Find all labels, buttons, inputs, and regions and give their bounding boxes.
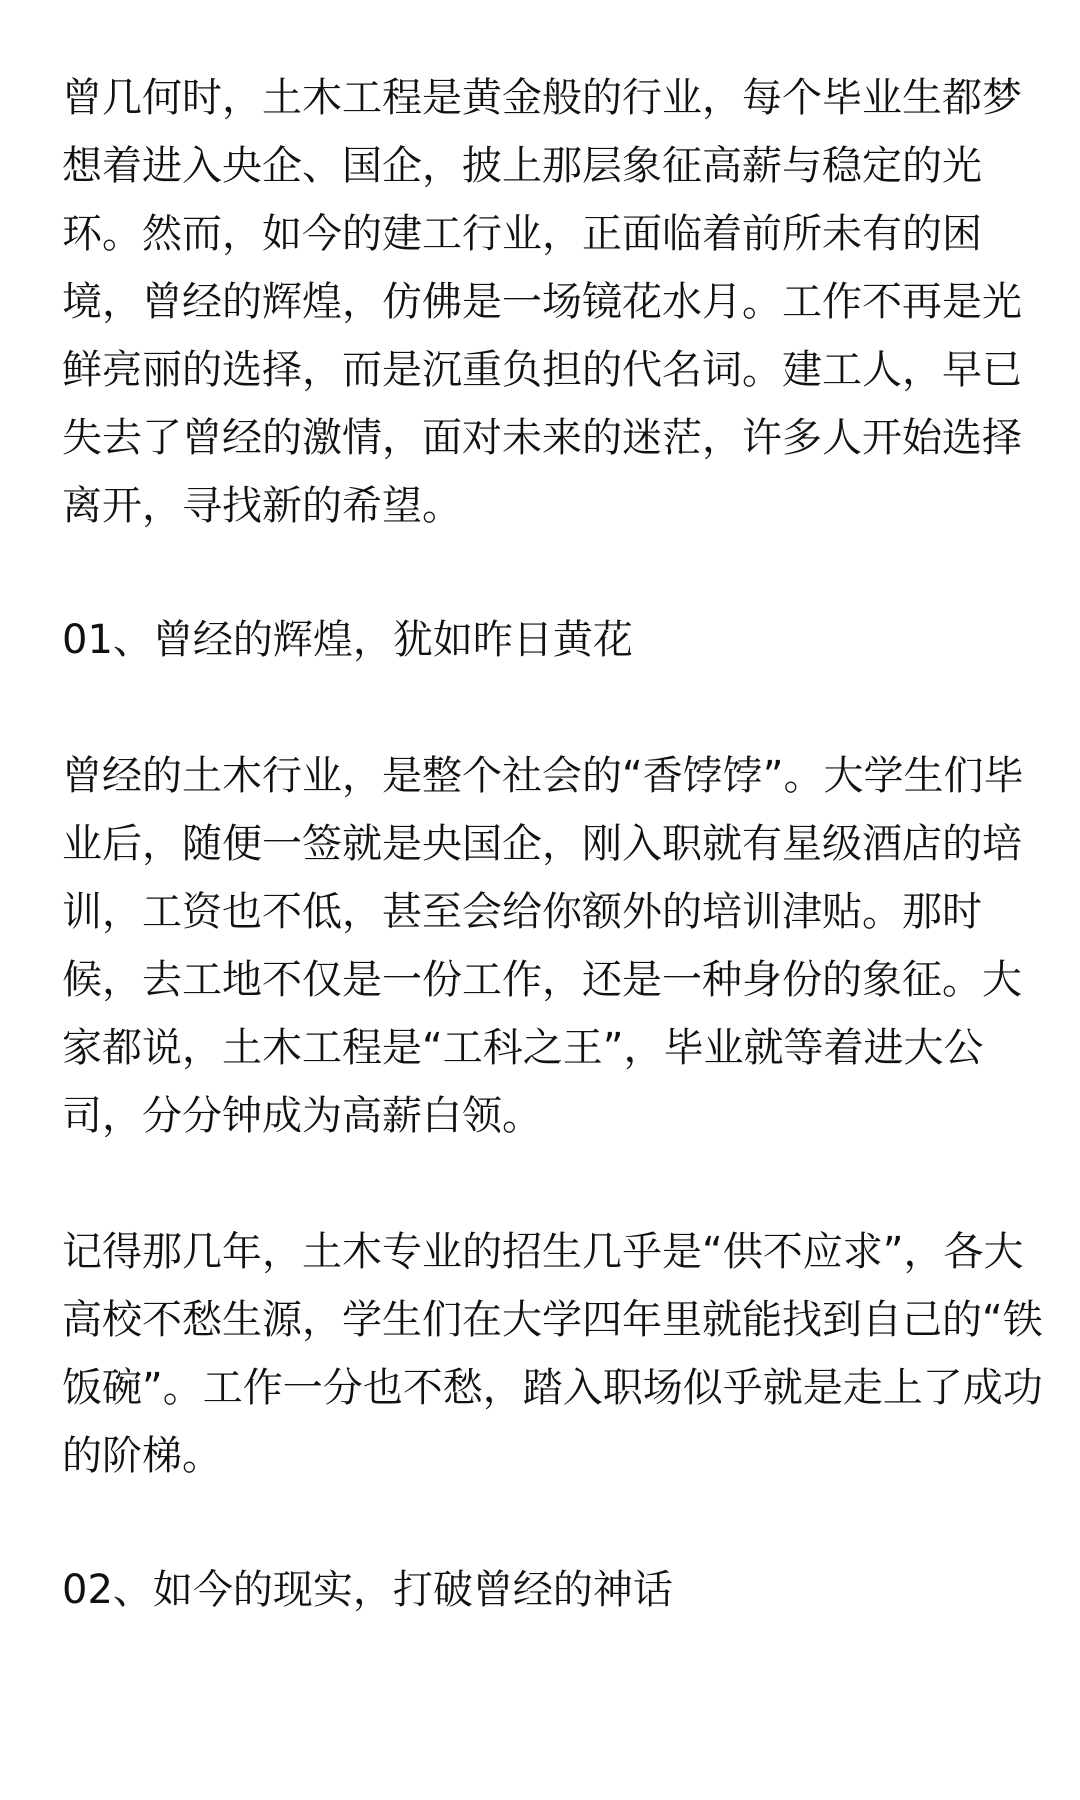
text-line: 曾几何时，土木工程是黄金般的行业，每个毕业生都梦 [62,75,1022,121]
paragraph-glory [62,742,1024,1150]
text-line: 司，分分钟成为高薪白领。 [62,1093,542,1139]
text-line: 离开，寻找新的希望。 [62,483,462,529]
text-line: 记得那几年，土木专业的招生几乎是“供不应求”，各大 [62,1229,1024,1275]
paragraph-intro [62,64,1022,540]
text-line: 饭碗”。工作一分也不愁，踏入职场似乎就是走上了成功 [62,1365,1043,1411]
section-heading-01: 01、曾经的辉煌，犹如昨日黄花 [62,617,633,663]
text-line: 境，曾经的辉煌，仿佛是一场镜花水月。工作不再是光 [62,279,1022,325]
text-line: 候，去工地不仅是一份工作，还是一种身份的象征。大 [62,957,1022,1003]
text-line: 的阶梯。 [62,1433,222,1479]
text-line: 家都说，土木工程是“工科之王”，毕业就等着进大公 [62,1025,984,1071]
text-line: 想着进入央企、国企，披上那层象征高薪与稳定的光 [62,143,982,189]
text-line: 业后，随便一签就是央国企，刚入职就有星级酒店的培 [62,821,1022,867]
text-line: 鲜亮丽的选择，而是沉重负担的代名词。建工人，早已 [62,347,1022,393]
text-line: 环。然而，如今的建工行业，正面临着前所未有的困 [62,211,982,257]
paragraph-enrollment [62,1218,1043,1490]
text-line: 训，工资也不低，甚至会给你额外的培训津贴。那时 [62,889,982,935]
text-line: 曾经的土木行业，是整个社会的“香饽饽”。大学生们毕 [62,753,1024,799]
section-heading-02: 02、如今的现实，打破曾经的神话 [62,1567,673,1613]
text-line: 高校不愁生源，学生们在大学四年里就能找到自己的“铁 [62,1297,1043,1343]
text-line: 失去了曾经的激情，面对未来的迷茫，许多人开始选择 [62,415,1022,461]
